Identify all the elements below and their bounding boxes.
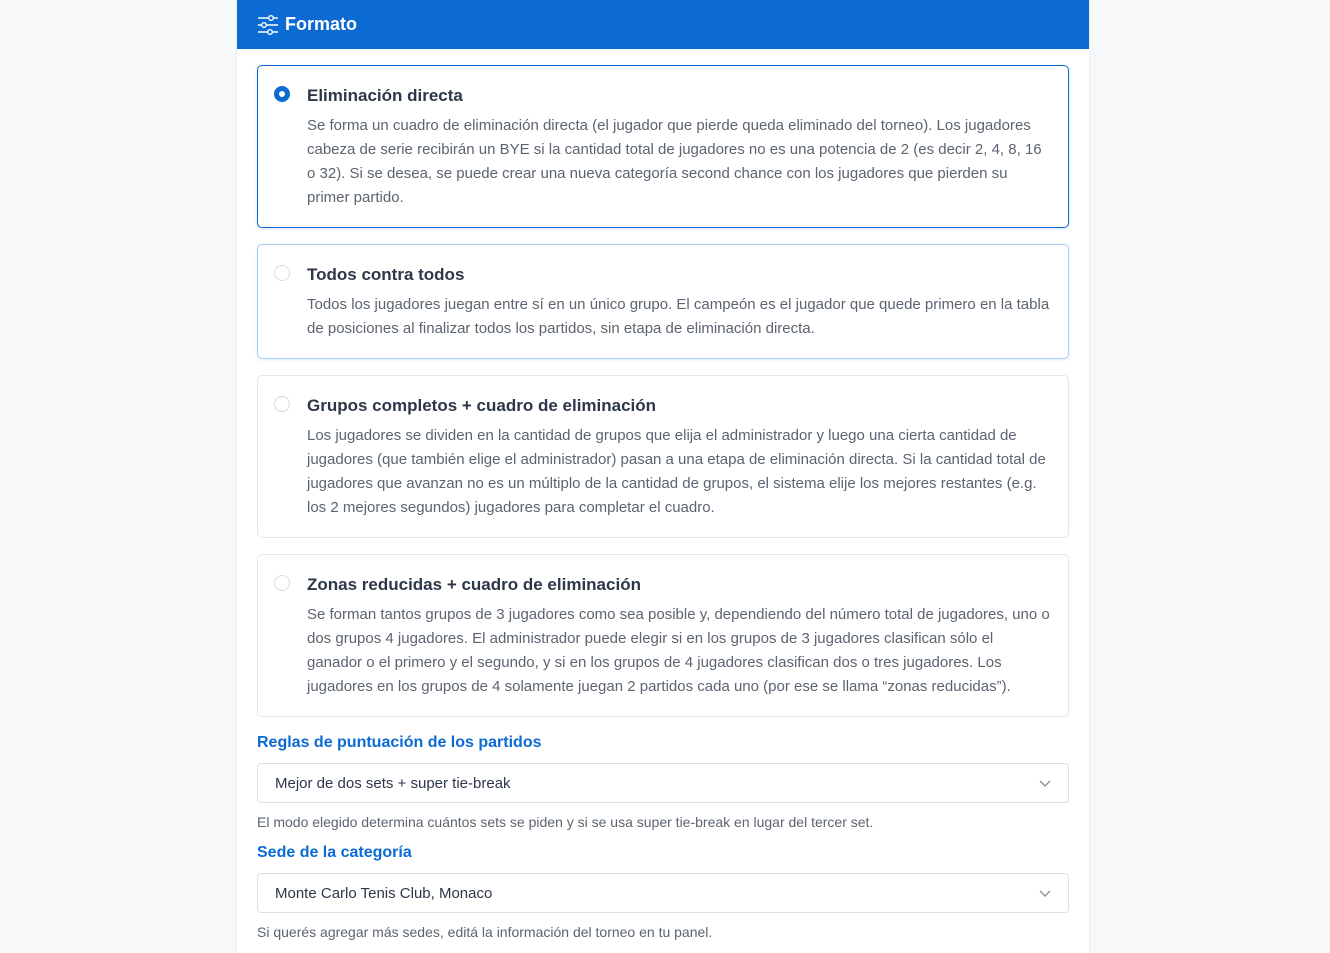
scoring-rules-help: El modo elegido determina cuántos sets se piden y si se usa super tie-break en lugar del tercer set. [257, 814, 874, 830]
venue-help: Si querés agregar más sedes, editá la información del torneo en tu panel. [257, 924, 713, 940]
chevron-down-icon [1038, 886, 1052, 900]
format-option-eliminacion-directa[interactable] [257, 65, 1069, 228]
option-description: Se forman tantos grupos de 3 jugadores como sea posible y, dependiendo del número total de jugadores, uno o dos grupos 4 jugadores. El administrador puede elegir si en los grupos de 3 jugadores clasifican sólo el ganador o el primero y el segundo, y si en los grupos de 4 jugadores clasifican dos o tres jugadores. Los jugadores en los grupos de 4 solamente juegan 2 partidos cada uno (por ese se llama “zonas reducidas”). [307, 606, 1050, 695]
format-option-todos-contra-todos[interactable] [257, 244, 1069, 359]
option-title: Zonas reducidas + cuadro de eliminación [307, 575, 641, 594]
scoring-rules-label: Reglas de puntuación de los partidos [257, 734, 542, 751]
option-title: Eliminación directa [307, 86, 463, 105]
scoring-rules-value: Mejor de dos sets + super tie-break [275, 774, 511, 792]
option-title: Grupos completos + cuadro de eliminación [307, 396, 657, 415]
panel-header [237, 0, 1089, 49]
option-description: Los jugadores se dividen en la cantidad de grupos que elija el administrador y luego una cierta cantidad de jugadores (que también elige el administrador) pasan a una etapa de eliminación directa. Si la cantidad total de jugadores que avanzan no es un múltiplo de la cantidad de grupos, el sistema elije los mejores restantes (e.g. los 2 mejores segundos) jugadores para completar el cuadro. [307, 427, 1046, 516]
scoring-rules-select[interactable] [257, 763, 1069, 803]
chevron-down-icon [1038, 776, 1052, 790]
format-panel [237, 0, 1089, 953]
option-description: Se forma un cuadro de eliminación directa (el jugador que pierde queda eliminado del torneo). Los jugadores cabeza de serie recibirán un BYE si la cantidad total de jugadores no es una potencia de 2 (es decir 2, 4, 8, 16 o 32). Si se desea, se puede crear una nueva categoría second chance con los jugadores que pierden su primer partido. [307, 117, 1042, 206]
venue-select[interactable] [257, 873, 1069, 913]
venue-label: Sede de la categoría [257, 844, 412, 861]
option-title: Todos contra todos [307, 265, 465, 284]
panel-title: Formato [285, 14, 357, 34]
option-description: Todos los jugadores juegan entre sí en un único grupo. El campeón es el jugador que quede primero en la tabla de posiciones al finalizar todos los partidos, sin etapa de eliminación directa. [307, 296, 1050, 337]
radio-button[interactable] [274, 396, 290, 412]
venue-value: Monte Carlo Tenis Club, Monaco [275, 884, 493, 902]
radio-button[interactable] [274, 575, 290, 591]
format-option-zonas-reducidas[interactable] [257, 554, 1069, 717]
format-option-grupos-completos[interactable] [257, 375, 1069, 538]
sliders-icon [257, 14, 279, 36]
radio-button[interactable] [274, 86, 290, 102]
radio-button[interactable] [274, 265, 290, 281]
